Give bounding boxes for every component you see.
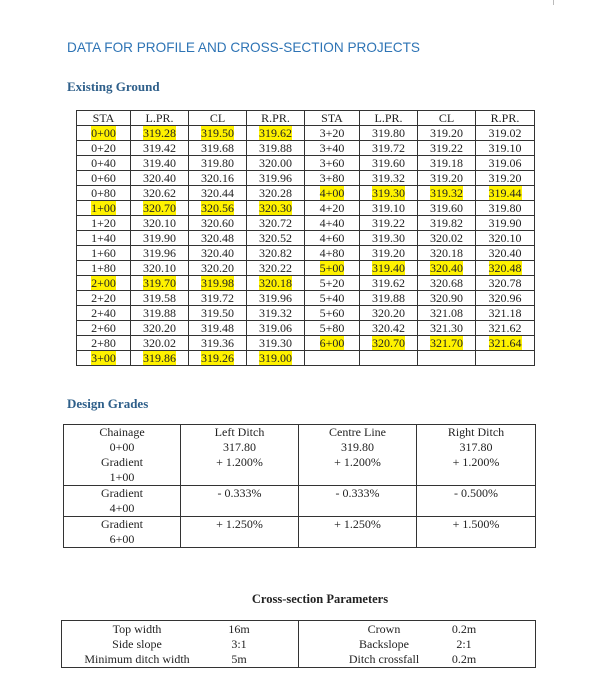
table-cell: 320.40 [189, 246, 247, 261]
highlight: 319.00 [259, 350, 292, 365]
table-cell: + 1.250% [299, 517, 417, 533]
cross-section-left-cell [62, 621, 299, 668]
table-cell [418, 336, 476, 351]
table-cell: 320.20 [360, 306, 418, 321]
table-cell: - 0.333% [181, 486, 299, 502]
cross-section-heading: Cross-section Parameters [251, 592, 389, 606]
table-cell: 319.60 [418, 201, 476, 216]
table-cell: 319.90 [131, 231, 189, 246]
table-cell: + 1.200% [417, 455, 536, 470]
table-row [64, 486, 536, 502]
column-header: CL [189, 111, 247, 126]
table-row [77, 216, 535, 231]
table-cell: 4+00 [64, 501, 181, 517]
highlight: 6+00 [319, 335, 345, 350]
design-grades-table [63, 424, 536, 548]
table-cell: 319.32 [360, 171, 418, 186]
table-cell [299, 532, 417, 548]
table-cell: 1+80 [77, 261, 131, 276]
table-cell: 2+20 [77, 291, 131, 306]
table-cell: 317.80 [181, 440, 299, 455]
table-cell: 320.62 [131, 186, 189, 201]
table-cell: 320.20 [189, 261, 247, 276]
table-cell: 319.80 [476, 201, 535, 216]
table-row [64, 455, 536, 470]
parameter-value: 2:1 [456, 637, 472, 651]
highlight: 4+00 [319, 185, 345, 200]
highlight: 319.62 [259, 125, 292, 140]
table-cell: 4+40 [305, 216, 360, 231]
table-cell: 319.20 [360, 246, 418, 261]
highlight: 3+00 [91, 350, 116, 365]
table-cell [476, 336, 535, 351]
table-cell: + 1.200% [181, 455, 299, 470]
table-cell: 1+20 [77, 216, 131, 231]
table-cell: 5+40 [305, 291, 360, 306]
table-row [77, 186, 535, 201]
table-cell: 319.32 [247, 306, 305, 321]
table-cell: 320.48 [189, 231, 247, 246]
table-cell: 319.18 [418, 156, 476, 171]
table-cell: 320.42 [360, 321, 418, 336]
table-row [77, 276, 535, 291]
table-cell: 319.80 [189, 156, 247, 171]
table-cell [131, 351, 189, 366]
table-cell [189, 126, 247, 141]
table-cell: 321.62 [476, 321, 535, 336]
table-cell: 4+20 [305, 201, 360, 216]
table-cell: 320.60 [189, 216, 247, 231]
table-row [77, 261, 535, 276]
highlight: 2+00 [91, 275, 116, 290]
table-cell: 321.18 [476, 306, 535, 321]
table-cell: 3+80 [305, 171, 360, 186]
table-cell: 319.40 [131, 156, 189, 171]
table-row [64, 470, 536, 486]
table-cell: 319.80 [299, 440, 417, 455]
table-row [64, 532, 536, 548]
table-cell: Chainage [64, 425, 181, 441]
highlight: 319.44 [488, 185, 522, 200]
table-cell: + 1.250% [181, 517, 299, 533]
table-row [77, 351, 535, 366]
table-cell: 2+60 [77, 321, 131, 336]
table-cell [476, 186, 535, 201]
parameter-value: 3:1 [231, 637, 247, 651]
table-cell: 319.02 [476, 126, 535, 141]
table-cell: Gradient [64, 517, 181, 533]
highlight: 319.26 [201, 350, 234, 365]
table-cell: 319.20 [418, 171, 476, 186]
highlight: 320.30 [259, 200, 292, 215]
highlight: 319.70 [143, 275, 176, 290]
table-cell: 320.00 [247, 156, 305, 171]
table-cell: 320.28 [247, 186, 305, 201]
table-cell [417, 532, 536, 548]
table-cell: 0+00 [64, 440, 181, 455]
table-cell [476, 351, 535, 366]
table-row [77, 321, 535, 336]
parameter-label: Backslope [359, 637, 409, 651]
table-cell: 320.72 [247, 216, 305, 231]
column-header: CL [418, 111, 476, 126]
highlight: 319.50 [201, 125, 234, 140]
highlight: 319.86 [143, 350, 176, 365]
table-cell: 320.22 [247, 261, 305, 276]
table-cell: 319.20 [476, 171, 535, 186]
table-cell: 2+80 [77, 336, 131, 351]
parameter-label: Side slope [112, 637, 162, 651]
table-cell: 320.44 [189, 186, 247, 201]
table-cell [305, 261, 360, 276]
table-cell [305, 336, 360, 351]
table-cell [247, 126, 305, 141]
table-row [64, 440, 536, 455]
table-cell: 0+40 [77, 156, 131, 171]
table-row [77, 201, 535, 216]
table-cell [417, 501, 536, 517]
cross-section-table [61, 620, 536, 668]
highlight: 320.56 [201, 200, 234, 215]
parameter-row [62, 622, 298, 637]
table-cell: 6+00 [64, 532, 181, 548]
table-cell: 320.68 [418, 276, 476, 291]
parameter-row [62, 652, 298, 667]
table-cell: 319.06 [247, 321, 305, 336]
table-cell: 319.22 [418, 141, 476, 156]
parameter-row [299, 637, 535, 652]
table-cell: 319.50 [189, 306, 247, 321]
table-row [77, 156, 535, 171]
highlight: 319.30 [372, 185, 405, 200]
table-cell [181, 501, 299, 517]
table-cell: 319.88 [247, 141, 305, 156]
table-cell: 4+60 [305, 231, 360, 246]
highlight: 320.70 [143, 200, 176, 215]
highlight: 320.70 [372, 335, 405, 350]
table-cell: 319.96 [247, 171, 305, 186]
table-cell [77, 276, 131, 291]
table-cell [305, 186, 360, 201]
table-row [77, 126, 535, 141]
table-cell: 319.06 [476, 156, 535, 171]
existing-ground-table [76, 110, 535, 366]
table-cell [77, 126, 131, 141]
table-cell: - 0.333% [299, 486, 417, 502]
table-cell [360, 336, 418, 351]
highlight: 1+00 [91, 200, 116, 215]
document-title: DATA FOR PROFILE AND CROSS-SECTION PROJECTS [67, 40, 420, 55]
table-cell [360, 351, 418, 366]
table-row [77, 246, 535, 261]
table-cell: 320.20 [131, 321, 189, 336]
table-cell: 319.10 [476, 141, 535, 156]
table-cell: Gradient [64, 455, 181, 470]
table-cell: 1+40 [77, 231, 131, 246]
corner-mark [553, 0, 554, 5]
table-cell: 3+60 [305, 156, 360, 171]
design-grades-heading: Design Grades [67, 396, 149, 411]
table-cell [131, 276, 189, 291]
table-cell: 319.30 [247, 336, 305, 351]
column-header: L.PR. [360, 111, 418, 126]
table-cell: 320.16 [189, 171, 247, 186]
table-cell: Right Ditch [417, 425, 536, 441]
table-row [77, 306, 535, 321]
table-cell: 319.90 [476, 216, 535, 231]
table-cell [418, 186, 476, 201]
highlight: 319.40 [372, 260, 405, 275]
parameter-label: Crown [367, 622, 401, 636]
table-cell [181, 470, 299, 486]
column-header: R.PR. [247, 111, 305, 126]
table-cell [418, 261, 476, 276]
parameter-label: Ditch crossfall [348, 652, 420, 666]
highlight: 319.32 [430, 185, 463, 200]
table-row [77, 231, 535, 246]
table-cell: Left Ditch [181, 425, 299, 441]
table-cell: 321.30 [418, 321, 476, 336]
table-cell: 0+80 [77, 186, 131, 201]
table-row [77, 291, 535, 306]
table-cell: 319.96 [247, 291, 305, 306]
table-cell: 319.80 [360, 126, 418, 141]
table-cell [189, 276, 247, 291]
table-cell: 3+20 [305, 126, 360, 141]
table-cell: 317.80 [417, 440, 536, 455]
parameter-value: 5m [231, 652, 247, 666]
table-cell: 4+80 [305, 246, 360, 261]
table-cell [189, 201, 247, 216]
table-cell [131, 126, 189, 141]
table-cell: 319.60 [360, 156, 418, 171]
parameter-value: 0.2m [451, 652, 477, 666]
table-cell: 319.82 [418, 216, 476, 231]
parameter-row [299, 652, 535, 667]
table-cell: 320.96 [476, 291, 535, 306]
table-cell: 319.58 [131, 291, 189, 306]
table-cell: 5+80 [305, 321, 360, 336]
table-cell: 1+60 [77, 246, 131, 261]
table-cell: 5+20 [305, 276, 360, 291]
table-cell [299, 470, 417, 486]
table-row [77, 171, 535, 186]
table-cell [476, 261, 535, 276]
highlight: 321.64 [488, 335, 522, 350]
table-cell: + 1.200% [299, 455, 417, 470]
column-header: R.PR. [476, 111, 535, 126]
table-cell: 319.68 [189, 141, 247, 156]
existing-ground-header-row [77, 111, 535, 126]
table-cell [247, 201, 305, 216]
highlight: 0+00 [91, 125, 116, 140]
table-cell: 0+60 [77, 171, 131, 186]
table-row [64, 501, 536, 517]
table-cell: 3+40 [305, 141, 360, 156]
table-cell [360, 261, 418, 276]
table-cell: 320.40 [476, 246, 535, 261]
table-cell: 320.10 [131, 261, 189, 276]
table-cell [181, 532, 299, 548]
table-cell: + 1.500% [417, 517, 536, 533]
table-cell [77, 351, 131, 366]
table-cell: 320.82 [247, 246, 305, 261]
table-cell: 320.90 [418, 291, 476, 306]
existing-ground-heading: Existing Ground [67, 79, 160, 94]
table-cell: 319.72 [360, 141, 418, 156]
table-cell: 320.02 [418, 231, 476, 246]
table-cell: 0+20 [77, 141, 131, 156]
table-cell: 319.36 [189, 336, 247, 351]
column-header: L.PR. [131, 111, 189, 126]
table-cell: 319.62 [360, 276, 418, 291]
parameter-label: Minimum ditch width [84, 652, 190, 666]
table-cell [360, 186, 418, 201]
cross-section-right-cell [299, 621, 536, 668]
parameter-row [62, 637, 298, 652]
table-cell: - 0.500% [417, 486, 536, 502]
column-header: STA [305, 111, 360, 126]
table-cell [247, 276, 305, 291]
highlight: 5+00 [319, 260, 345, 275]
table-cell: 319.30 [360, 231, 418, 246]
design-grades-header-row [64, 425, 536, 441]
table-cell [131, 201, 189, 216]
table-cell: 320.18 [418, 246, 476, 261]
highlight: 320.40 [430, 260, 463, 275]
table-cell: 5+60 [305, 306, 360, 321]
table-cell: 320.52 [247, 231, 305, 246]
table-cell: 319.96 [131, 246, 189, 261]
table-row [77, 141, 535, 156]
table-cell: 319.20 [418, 126, 476, 141]
table-cell: 319.48 [189, 321, 247, 336]
parameter-label: Top width [112, 622, 162, 636]
parameter-value: 0.2m [451, 622, 477, 636]
table-cell: 319.22 [360, 216, 418, 231]
highlight: 320.48 [488, 260, 522, 275]
table-cell: 319.42 [131, 141, 189, 156]
parameter-row [299, 622, 535, 637]
table-cell [77, 201, 131, 216]
column-header: STA [77, 111, 131, 126]
table-cell: 319.88 [360, 291, 418, 306]
table-cell: 2+40 [77, 306, 131, 321]
highlight: 320.18 [259, 275, 292, 290]
table-cell: 320.10 [131, 216, 189, 231]
table-cell: 319.72 [189, 291, 247, 306]
table-cell [299, 501, 417, 517]
table-cell: Centre Line [299, 425, 417, 441]
parameter-value: 16m [228, 622, 250, 636]
table-cell [418, 351, 476, 366]
table-cell: 319.88 [131, 306, 189, 321]
table-cell: 319.10 [360, 201, 418, 216]
table-cell: Gradient [64, 486, 181, 502]
table-cell: 320.78 [476, 276, 535, 291]
table-cell: 320.02 [131, 336, 189, 351]
highlight: 321.70 [430, 335, 463, 350]
table-cell [305, 351, 360, 366]
table-cell [189, 351, 247, 366]
table-cell: 1+00 [64, 470, 181, 486]
table-row [77, 336, 535, 351]
table-cell [417, 470, 536, 486]
table-cell: 321.08 [418, 306, 476, 321]
table-cell: 320.10 [476, 231, 535, 246]
table-cell [247, 351, 305, 366]
table-cell: 320.40 [131, 171, 189, 186]
highlight: 319.98 [201, 275, 234, 290]
highlight: 319.28 [143, 125, 176, 140]
table-row [64, 517, 536, 533]
